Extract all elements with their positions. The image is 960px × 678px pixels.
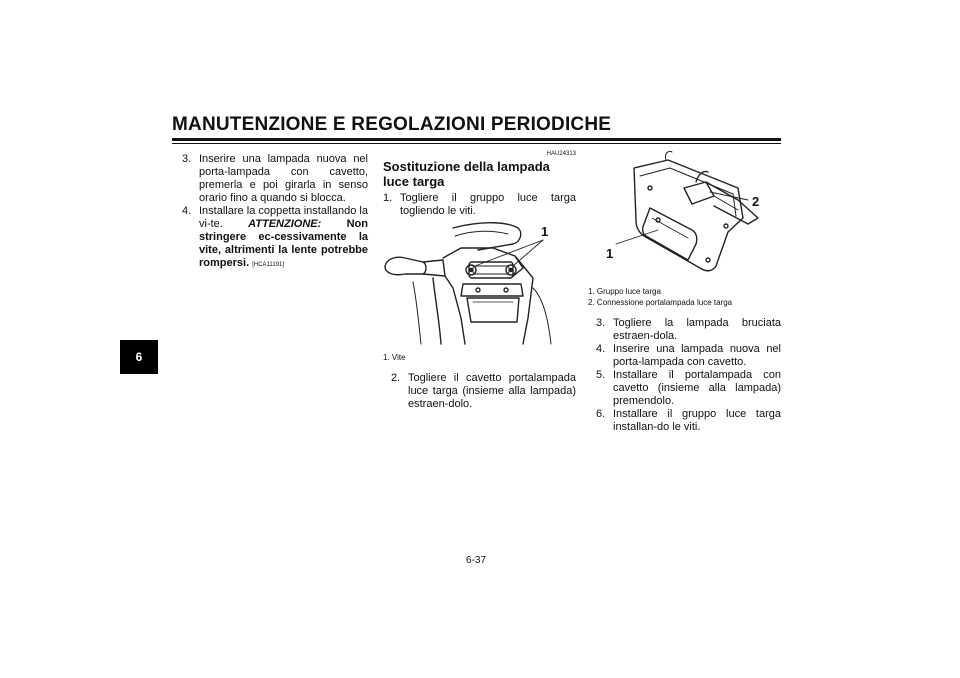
- figure-license-light-screws: [383, 218, 576, 350]
- step-text: Inserire una lampada nuova nel porta-lampada con cavetto, premerla e poi girarla in senso orario fino a quando si blocca.: [199, 153, 368, 204]
- step-text-wrapper: [199, 205, 368, 272]
- step-text: Togliere la lampada bruciata estraen-dola.: [613, 317, 781, 342]
- step-text: Installare il gruppo luce targa installan-do le viti.: [613, 408, 781, 433]
- step-number: 3.: [596, 317, 606, 329]
- step-text: Togliere il cavetto portalampada luce targa (insieme alla lampada) estraen-dolo.: [408, 372, 576, 410]
- figure-caption: 1. Vite: [383, 353, 406, 362]
- step-3: [588, 317, 781, 343]
- figure-caption-2: 2. Connessione portalampada luce targa: [588, 298, 733, 307]
- step-2: [383, 372, 576, 411]
- chapter-tab: 6: [120, 340, 158, 374]
- step-number: 4.: [596, 343, 606, 355]
- warning-code: [HCA11191]: [252, 262, 284, 268]
- license-light-illustration: [383, 218, 563, 346]
- figure-callout-2: 2: [752, 194, 760, 209]
- step-number: 6.: [596, 408, 606, 420]
- page-title: MANUTENZIONE E REGOLAZIONI PERIODICHE: [172, 114, 612, 135]
- step-number: 5.: [596, 369, 606, 381]
- column-middle: [383, 150, 576, 411]
- step-4: [182, 205, 368, 272]
- header-rule-thin: [172, 143, 781, 144]
- figure-callout-1: 1: [541, 224, 549, 239]
- step-number: 1.: [383, 192, 393, 204]
- step-4: [588, 343, 781, 369]
- figure-caption-1: 1. Gruppo luce targa: [588, 287, 661, 296]
- figure-license-light-assembly: [588, 148, 781, 284]
- step-number: 3.: [182, 153, 192, 165]
- column-left: [182, 153, 368, 272]
- step-text: Togliere il gruppo luce targa togliendo le viti.: [400, 192, 576, 217]
- step-text: Installare la coppetta installando la vi-te.: [199, 205, 368, 230]
- step-3: [182, 153, 368, 205]
- attention-text: Non stringere ec-cessivamente la vite, altrimenti la lente potrebbe rompersi.: [199, 218, 368, 269]
- step-text: Inserire una lampada nuova nel porta-lampada con cavetto.: [613, 343, 781, 368]
- attention-label: ATTENZIONE:: [248, 218, 322, 230]
- step-6: [588, 408, 781, 434]
- column-right: [588, 148, 781, 434]
- figure-callout-1: 1: [606, 246, 614, 261]
- step-number: 2.: [391, 372, 401, 384]
- header-rule: [172, 138, 781, 141]
- license-light-assembly-illustration: [588, 148, 781, 280]
- page-number: 6-37: [466, 555, 487, 566]
- step-5: [588, 369, 781, 408]
- section-title: Sostituzione della lampada luce targa: [383, 159, 550, 189]
- section-code: HAU24313: [546, 151, 576, 157]
- step-number: 4.: [182, 205, 192, 217]
- step-text: Installare il portalampada con cavetto (insieme alla lampada) premendolo.: [613, 369, 781, 407]
- step-1: [383, 192, 576, 218]
